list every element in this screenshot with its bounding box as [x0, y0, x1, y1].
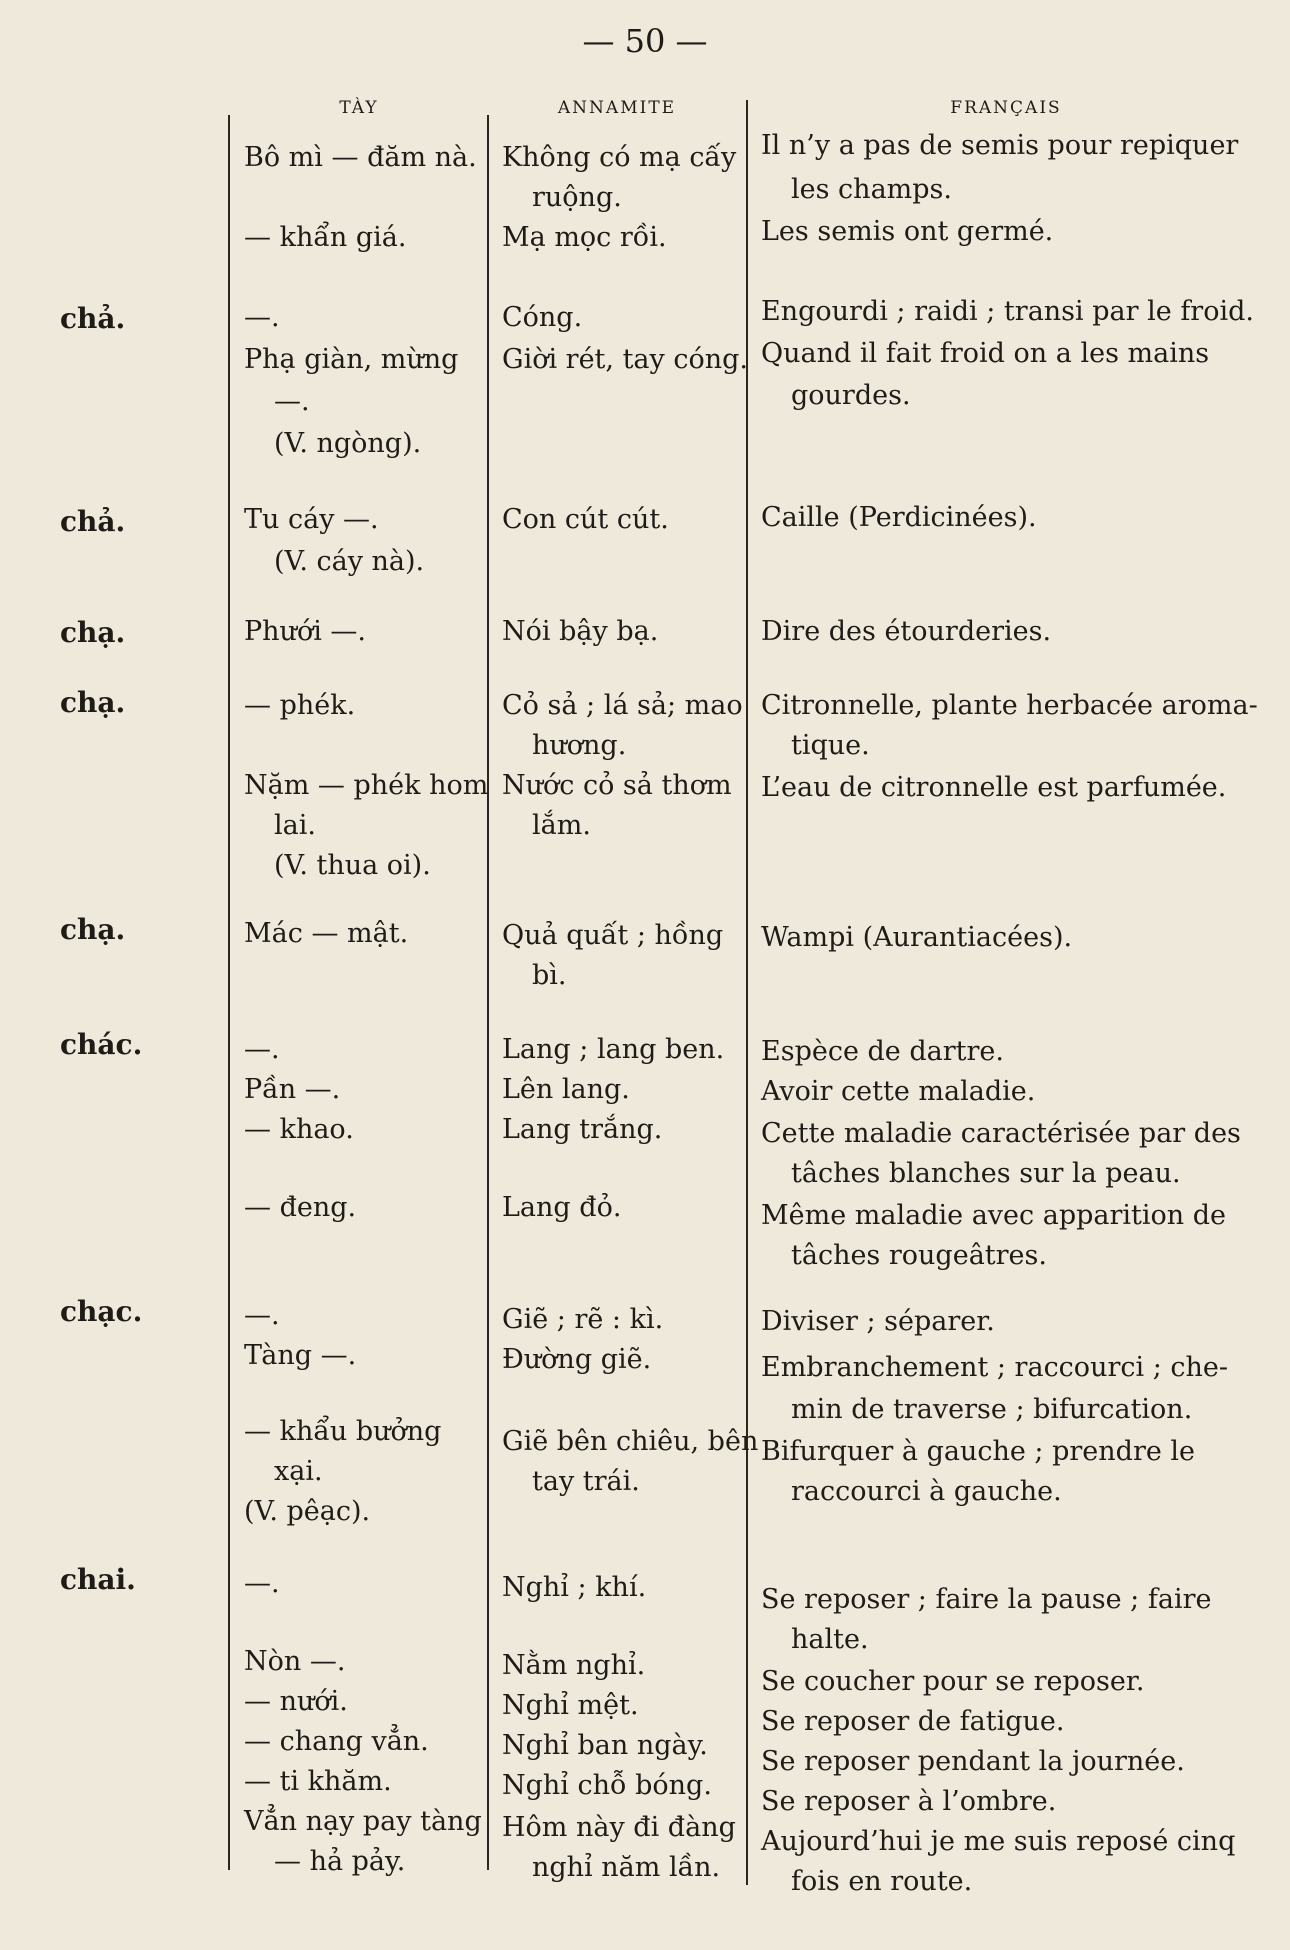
francais-line: Se reposer à l’ombre.: [761, 1786, 1057, 1817]
francais-line: halte.: [791, 1624, 869, 1655]
annamite-line: Đường giẽ.: [502, 1344, 652, 1375]
annamite-line: Nghỉ ban ngày.: [502, 1730, 708, 1761]
headword: chạc.: [60, 1295, 143, 1328]
tay-line: — chang vẳn.: [244, 1726, 429, 1757]
francais-line: Les semis ont germé.: [761, 216, 1054, 247]
francais-line: L’eau de citronnelle est parfumée.: [761, 772, 1227, 803]
tay-line: —.: [244, 1034, 280, 1065]
column-rule-2: [487, 115, 489, 1870]
tay-line: Vẳn nạy pay tàng: [244, 1806, 482, 1837]
tay-line: — đeng.: [244, 1192, 357, 1223]
francais-line: min de traverse ; bifurcation.: [791, 1394, 1193, 1425]
tay-line: Bô mì — đăm nà.: [244, 142, 477, 173]
tay-line: (V. thua oi).: [274, 850, 431, 881]
annamite-line: tay trái.: [532, 1466, 640, 1497]
annamite-line: Lang đỏ.: [502, 1192, 622, 1223]
annamite-line: Cóng.: [502, 302, 583, 333]
header-annamite: ANNAMITE: [557, 98, 677, 118]
annamite-line: Lang ; lang ben.: [502, 1034, 725, 1065]
column-rule-1: [228, 115, 230, 1870]
francais-line: Wampi (Aurantiacées).: [761, 922, 1073, 953]
annamite-line: Quả quất ; hồng: [502, 920, 724, 951]
tay-line: Phạ giàn, mừng: [244, 344, 459, 375]
tay-line: Pần —.: [244, 1074, 341, 1105]
annamite-line: Hôm này đi đàng: [502, 1812, 736, 1843]
tay-line: — khẩu bưởng: [244, 1416, 442, 1447]
headword: chạ.: [60, 686, 126, 719]
tay-line: lai.: [274, 810, 316, 841]
annamite-line: Lên lang.: [502, 1074, 630, 1105]
tay-line: — khẩn giá.: [244, 222, 407, 253]
page-number: — 50 —: [582, 22, 708, 60]
francais-line: fois en route.: [791, 1866, 973, 1897]
francais-line: Bifurquer à gauche ; prendre le: [761, 1436, 1196, 1467]
tay-line: —.: [244, 1300, 280, 1331]
tay-line: — ti khăm.: [244, 1766, 392, 1797]
tay-line: — hả pảy.: [274, 1846, 406, 1877]
annamite-line: Nghỉ ; khí.: [502, 1572, 647, 1603]
annamite-line: bì.: [532, 960, 567, 991]
headword: chả.: [60, 302, 126, 335]
annamite-line: Giời rét, tay cóng.: [502, 344, 748, 375]
francais-line: raccourci à gauche.: [791, 1476, 1062, 1507]
tay-line: Tàng —.: [244, 1340, 357, 1371]
francais-line: tâches rougeâtres.: [791, 1240, 1047, 1271]
francais-line: Se reposer de fatigue.: [761, 1706, 1065, 1737]
tay-line: —.: [244, 1568, 280, 1599]
francais-line: Même maladie avec apparition de: [761, 1200, 1227, 1231]
annamite-line: Không có mạ cấy: [502, 142, 737, 173]
tay-line: — khao.: [244, 1114, 354, 1145]
annamite-line: nghỉ năm lần.: [532, 1852, 721, 1883]
francais-line: Avoir cette maladie.: [761, 1076, 1036, 1107]
tay-line: xại.: [274, 1456, 323, 1487]
headword: chạ.: [60, 913, 126, 946]
annamite-line: Giẽ bên chiêu, bên: [502, 1426, 759, 1457]
francais-line: Se reposer pendant la journée.: [761, 1746, 1185, 1777]
tay-line: Nặm — phék hom: [244, 770, 489, 801]
annamite-line: ruộng.: [532, 182, 622, 213]
francais-line: Dire des étourderies.: [761, 616, 1052, 647]
francais-line: Caille (Perdicinées).: [761, 502, 1037, 533]
tay-line: —.: [274, 386, 310, 417]
headword: chai.: [60, 1563, 136, 1596]
francais-line: tâches blanches sur la peau.: [791, 1158, 1181, 1189]
francais-line: Se reposer ; faire la pause ; faire: [761, 1584, 1212, 1615]
francais-line: Engourdi ; raidi ; transi par le froid.: [761, 296, 1254, 327]
francais-line: Citronnelle, plante herbacée aroma-: [761, 690, 1258, 721]
annamite-line: Con cút cút.: [502, 504, 669, 535]
annamite-line: Giẽ ; rẽ : kì.: [502, 1304, 664, 1335]
annamite-line: hương.: [532, 730, 627, 761]
francais-line: Aujourd’hui je me suis reposé cinq: [761, 1826, 1236, 1857]
francais-line: les champs.: [791, 174, 952, 205]
tay-line: — nưới.: [244, 1686, 348, 1717]
francais-line: Cette maladie caractérisée par des: [761, 1118, 1241, 1149]
annamite-line: Nói bậy bạ.: [502, 616, 659, 647]
tay-line: (V. cáy nà).: [274, 546, 425, 577]
francais-line: gourdes.: [791, 380, 911, 411]
tay-line: — phék.: [244, 690, 356, 721]
tay-line: Nòn —.: [244, 1646, 346, 1677]
annamite-line: Nằm nghỉ.: [502, 1650, 646, 1681]
francais-line: tique.: [791, 730, 870, 761]
francais-line: Espèce de dartre.: [761, 1036, 1004, 1067]
francais-line: Embranchement ; raccourci ; che-: [761, 1352, 1228, 1383]
header-tay: TÀY: [339, 98, 379, 118]
annamite-line: Nước cỏ sả thơm: [502, 770, 732, 801]
annamite-line: Cỏ sả ; lá sả; mao: [502, 690, 743, 721]
annamite-line: Lang trắng.: [502, 1114, 663, 1145]
francais-line: Diviser ; séparer.: [761, 1306, 995, 1337]
annamite-line: lắm.: [532, 810, 591, 841]
headword: chác.: [60, 1028, 143, 1061]
tay-line: —.: [244, 302, 280, 333]
tay-line: Mác — mật.: [244, 918, 409, 949]
annamite-line: Mạ mọc rồi.: [502, 222, 667, 253]
headword: chạ.: [60, 616, 126, 649]
tay-line: (V. ngòng).: [274, 428, 422, 459]
francais-line: Il n’y a pas de semis pour repiquer: [761, 130, 1239, 161]
header-francais: FRANÇAIS: [950, 98, 1062, 118]
tay-line: (V. pêạc).: [244, 1496, 371, 1527]
francais-line: Quand il fait froid on a les mains: [761, 338, 1210, 369]
tay-line: Phưới —.: [244, 616, 367, 647]
annamite-line: Nghỉ mệt.: [502, 1690, 639, 1721]
headword: chả.: [60, 505, 126, 538]
tay-line: Tu cáy —.: [244, 504, 379, 535]
annamite-line: Nghỉ chỗ bóng.: [502, 1770, 712, 1801]
francais-line: Se coucher pour se reposer.: [761, 1666, 1145, 1697]
